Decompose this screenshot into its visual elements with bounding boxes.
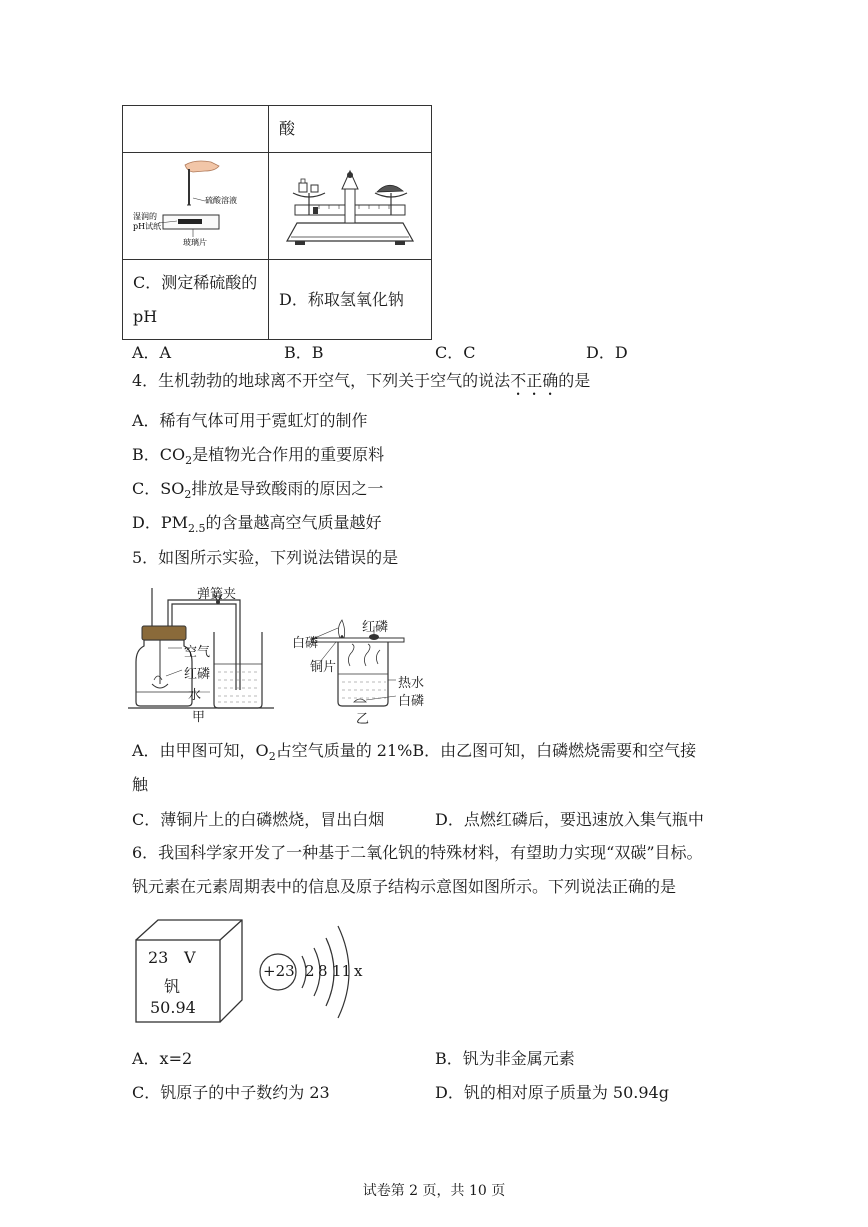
label-ph-paper: pH试纸 [133, 222, 162, 231]
q6-option-c: C．钒原子的中子数约为 23 [132, 1083, 330, 1102]
q3-choice-d: D．D [586, 343, 628, 362]
option-c-caption-line1: C．测定稀硫酸的 [133, 272, 258, 292]
ph-test-figure-cell [123, 153, 269, 260]
atom-shell-4: x [354, 962, 363, 980]
q5-option-a-sub: 2 [268, 750, 276, 763]
header-acid-text: 酸 [279, 119, 296, 138]
q6-option-d: D．钒的相对原子质量为 50.94g [435, 1083, 669, 1102]
q4-option-c-pre: C．SO [132, 479, 185, 498]
label-air: 空气 [184, 645, 211, 660]
q4-stem [132, 370, 590, 399]
q4-stem-emphasis: 不正确 [510, 371, 559, 390]
caption-yi: 乙 [356, 712, 370, 727]
ph-test-figure [123, 153, 268, 255]
q4-option-c-post: 排放是导致酸雨的原因之一 [191, 479, 384, 498]
q4-option-d-pre: D．PM [132, 513, 188, 532]
q6-option-b: B．钒为非金属元素 [435, 1049, 575, 1068]
label-red-phosphorus-jia: 红磷 [184, 667, 211, 682]
q4-option-d [132, 512, 382, 540]
q4-stem-before: 4．生机勃勃的地球离不开空气，下列关于空气的说法 [132, 371, 511, 390]
caption-jia: 甲 [192, 710, 206, 725]
q5-option-c: C．薄铜片上的白磷燃烧，冒出白烟 [132, 810, 385, 829]
q4-option-a: A．稀有气体可用于霓虹灯的制作 [132, 411, 368, 430]
atom-shell-1: 2 [305, 962, 315, 980]
option-d-caption: D．称取氢氧化钠 [279, 289, 404, 309]
q4-option-b-sub: 2 [185, 454, 193, 467]
q3-choice-c: C．C [435, 343, 476, 362]
page-footer: 试卷第 2 页，共 10 页 [362, 1183, 506, 1199]
q4-option-c [132, 478, 383, 506]
label-water: 水 [188, 688, 202, 703]
label-sulfuric-acid-solution: 硫酸溶液 [205, 196, 237, 205]
label-glass-plate: 玻璃片 [183, 238, 207, 247]
q6-stem-line2: 钒元素在元素周期表中的信息及原子结构示意图如图所示。下列说法正确的是 [132, 877, 677, 896]
balance-figure-cell [269, 153, 432, 260]
q5-option-a-b [132, 740, 696, 768]
label-spring-clamp: 弹簧夹 [197, 587, 237, 602]
q4-option-b [132, 444, 384, 472]
q3-choice-b: B．B [284, 343, 324, 362]
q4-option-c-sub: 2 [184, 488, 192, 501]
option-d-caption-cell [269, 260, 432, 340]
q6-option-a: A．x=2 [132, 1049, 193, 1068]
q5-option-b-line2: 触 [132, 775, 149, 794]
atom-nucleus-charge: +23 [263, 962, 295, 980]
q3-choice-a: A．A [132, 343, 172, 362]
q5-option-b-line1: B．由乙图可知，白磷燃烧需要和空气接 [412, 741, 697, 760]
table-cell-header [269, 106, 432, 153]
label-copper-sheet: 铜片 [310, 660, 337, 675]
q6-stem-line1: 6．我国科学家开发了一种基于二氧化钒的特殊材料，有望助力实现“双碳”目标。 [132, 843, 703, 862]
q5-stem: 5．如图所示实验，下列说法错误的是 [132, 548, 399, 567]
table-cell-empty [123, 106, 269, 153]
q5-option-d: D．点燃红磷后，要迅速放入集气瓶中 [435, 810, 704, 829]
q5-option-a-post: 占空气质量的 21% [275, 741, 413, 760]
q4-option-b-post: 是植物光合作用的重要原料 [192, 445, 385, 464]
q4-option-b-pre: B．CO [132, 445, 186, 464]
label-moist: 湿润的 [133, 212, 157, 221]
label-white-phosphorus-bottom: 白磷 [398, 694, 425, 709]
element-symbol: V [184, 948, 196, 967]
atom-shell-3: 11 [332, 962, 352, 980]
label-white-phosphorus-top: 白磷 [292, 636, 319, 651]
atom-shell-2: 8 [318, 962, 328, 980]
q4-option-d-sub: 2.5 [187, 522, 206, 535]
element-name: 钒 [164, 977, 181, 996]
label-hot-water: 热水 [398, 676, 425, 691]
q4-stem-after: 的是 [558, 371, 591, 390]
option-c-caption-line2: pH [133, 306, 158, 326]
element-atomic-mass: 50.94 [150, 998, 196, 1017]
q5-option-a-pre: A．由甲图可知，O [132, 741, 269, 760]
q4-option-d-post: 的含量越高空气质量越好 [205, 513, 382, 532]
balance-figure [269, 153, 431, 255]
option-c-caption-cell [123, 260, 269, 340]
element-atomic-number: 23 [148, 948, 169, 967]
label-red-phosphorus-yi: 红磷 [362, 620, 389, 635]
q3-options-table [122, 105, 432, 340]
